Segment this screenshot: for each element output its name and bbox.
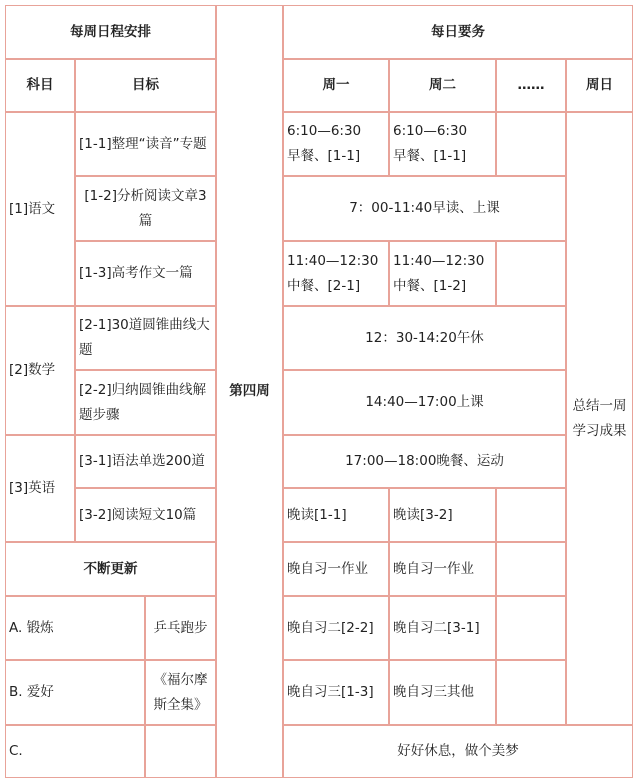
- goal-header: 目标: [75, 59, 216, 112]
- task-text: 中餐、[2-1]: [287, 277, 361, 294]
- study3-tue: 晚自习三其他: [389, 660, 496, 725]
- day-header-mon: 周一: [283, 59, 389, 112]
- subject-math: [2]数学: [5, 306, 75, 435]
- morning-row: 7：00-11:40早读、上课: [283, 176, 566, 241]
- ongoing-label: B. 爱好: [5, 660, 145, 725]
- rest-row: 好好休息，做个美梦: [283, 725, 633, 778]
- empty-cell: [496, 241, 566, 306]
- week-label: 第四周: [216, 5, 283, 778]
- study3-mon: 晚自习三[1-3]: [283, 660, 389, 725]
- breakfast-mon: [283, 112, 389, 176]
- breakfast-tue: [389, 112, 496, 176]
- goal-item: [3-2]阅读短文10篇: [75, 488, 216, 542]
- dinner-row: 17:00—18:00晚餐、运动: [283, 435, 566, 488]
- ongoing-value: 《福尔摩斯全集》: [145, 660, 216, 725]
- evening-read-tue: 晚读[3-2]: [389, 488, 496, 542]
- task-text: 早餐、[1-1]: [393, 148, 467, 164]
- ongoing-label: A. 锻炼: [5, 596, 145, 660]
- goal-item: [3-1]语法单选200道: [75, 435, 216, 488]
- ongoing-value: 乒乓跑步: [145, 596, 216, 660]
- empty-cell: [496, 542, 566, 596]
- goal-item: [1-2]分析阅读文章3篇: [75, 176, 216, 241]
- day-header-ellipsis: ……: [496, 59, 566, 112]
- goal-item: [1-3]高考作文一篇: [75, 241, 216, 306]
- study2-mon: 晚自习二[2-2]: [283, 596, 389, 660]
- empty-cell: [496, 112, 566, 176]
- study1-tue: 晚自习一作业: [389, 542, 496, 596]
- day-header-sun: 周日: [566, 59, 633, 112]
- subject-english: [3]英语: [5, 435, 75, 542]
- afternoon-row: 14:40—17:00上课: [283, 370, 566, 435]
- task-text: 早餐、[1-1]: [287, 148, 361, 164]
- empty-cell: [496, 488, 566, 542]
- empty-cell: [496, 660, 566, 725]
- ongoing-value: [145, 725, 216, 778]
- empty-cell: [496, 596, 566, 660]
- lunch-tue: [389, 241, 496, 306]
- subject-header: 科目: [5, 59, 75, 112]
- time-range: 6:10—6:30: [287, 123, 362, 139]
- goal-item: [2-1]30道圆锥曲线大题: [75, 306, 216, 370]
- time-range: 6:10—6:30: [393, 123, 468, 139]
- goal-item: [1-1]整理“读音”专题: [75, 112, 216, 176]
- daily-title: 每日要务: [283, 5, 633, 59]
- study2-tue: 晚自习二[3-1]: [389, 596, 496, 660]
- time-range: 11:40—12:30: [287, 252, 379, 269]
- ongoing-label: C.: [5, 725, 145, 778]
- study1-mon: 晚自习一作业: [283, 542, 389, 596]
- ongoing-title: 不断更新: [5, 542, 216, 596]
- subject-chinese: [1]语文: [5, 112, 75, 306]
- task-text: 中餐、[1-2]: [393, 277, 467, 294]
- day-header-tue: 周二: [389, 59, 496, 112]
- goal-item: [2-2]归纳圆锥曲线解题步骤: [75, 370, 216, 435]
- nap-row: 12：30-14:20午休: [283, 306, 566, 370]
- evening-read-mon: 晚读[1-1]: [283, 488, 389, 542]
- sunday-summary: 总结一周学习成果: [566, 112, 633, 725]
- lunch-mon: [283, 241, 389, 306]
- time-range: 11:40—12:30: [393, 252, 485, 269]
- plan-title: 每周日程安排: [5, 5, 216, 59]
